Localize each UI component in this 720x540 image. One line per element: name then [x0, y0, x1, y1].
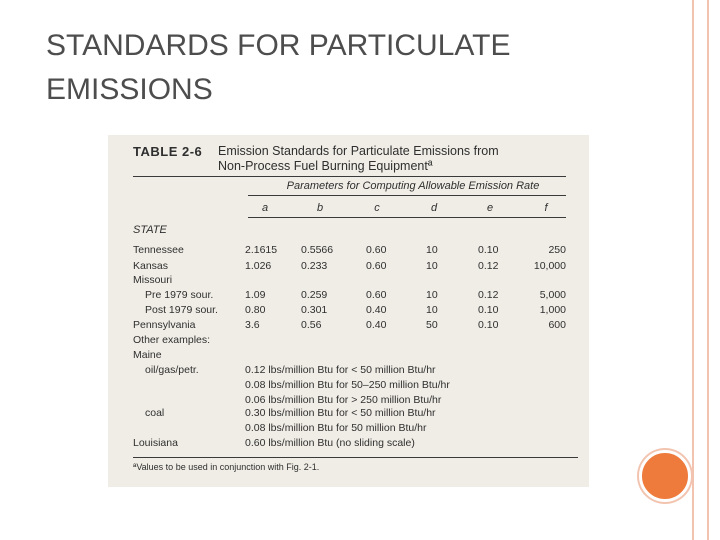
table-rule [248, 217, 566, 218]
table-caption: Non-Process Fuel Burning Equipmentª [218, 159, 433, 173]
table-row: 0.08 lbs/million Btu for 50 million Btu/hr [245, 422, 427, 434]
table-row: 0.08 lbs/million Btu for 50–250 million Btu/hr [245, 379, 450, 391]
table-image [108, 135, 589, 487]
table-row: Kansas 1.026 0.233 0.60 10 0.12 10,000 [133, 260, 566, 272]
decorative-circle [639, 450, 691, 502]
table-row: Maine [133, 349, 162, 361]
table-row: coal 0.30 lbs/million Btu for < 50 million Btu/hr [145, 407, 436, 419]
table-row: Louisiana 0.60 lbs/million Btu (no sliding scale) [133, 437, 415, 449]
column-header: e [486, 202, 494, 214]
state-header: STATE [133, 224, 167, 236]
column-header: f [544, 202, 548, 214]
table-row: Missouri [133, 274, 173, 286]
column-header: c [374, 202, 380, 214]
table-row: Post 1979 sour. 0.80 0.301 0.40 10 0.10 1,000 [145, 304, 566, 316]
table-row: 0.06 lbs/million Btu for > 250 million Btu/hr [245, 394, 442, 406]
column-header: b [316, 202, 324, 214]
table-row: oil/gas/petr. 0.12 lbs/million Btu for < 50 million Btu/hr [145, 364, 436, 376]
table-rule [133, 457, 578, 458]
table-rule [133, 176, 566, 177]
table-row: Pennsylvania 3.6 0.56 0.40 50 0.10 600 [133, 319, 566, 331]
slide-title: STANDARDS FOR PARTICULATE EMISSIONS [46, 29, 511, 106]
table-label: TABLE 2-6 [133, 144, 203, 159]
column-header: a [261, 202, 269, 214]
table-caption: Emission Standards for Particulate Emissions from [218, 144, 499, 158]
table-row: Pre 1979 sour. 1.09 0.259 0.60 10 0.12 5,000 [145, 289, 566, 301]
slide-border-line [692, 0, 694, 540]
table-rule [248, 195, 566, 196]
slide-border-line [707, 0, 709, 540]
table-footnote: ªValues to be used in conjunction with Fig. 2-1. [133, 462, 320, 472]
table-row: Other examples: [133, 334, 211, 346]
parameters-header: Parameters for Computing Allowable Emission Rate [286, 180, 540, 192]
column-header: d [430, 202, 438, 214]
table-row: Tennessee 2.1615 0.5566 0.60 10 0.10 250 [133, 244, 566, 256]
